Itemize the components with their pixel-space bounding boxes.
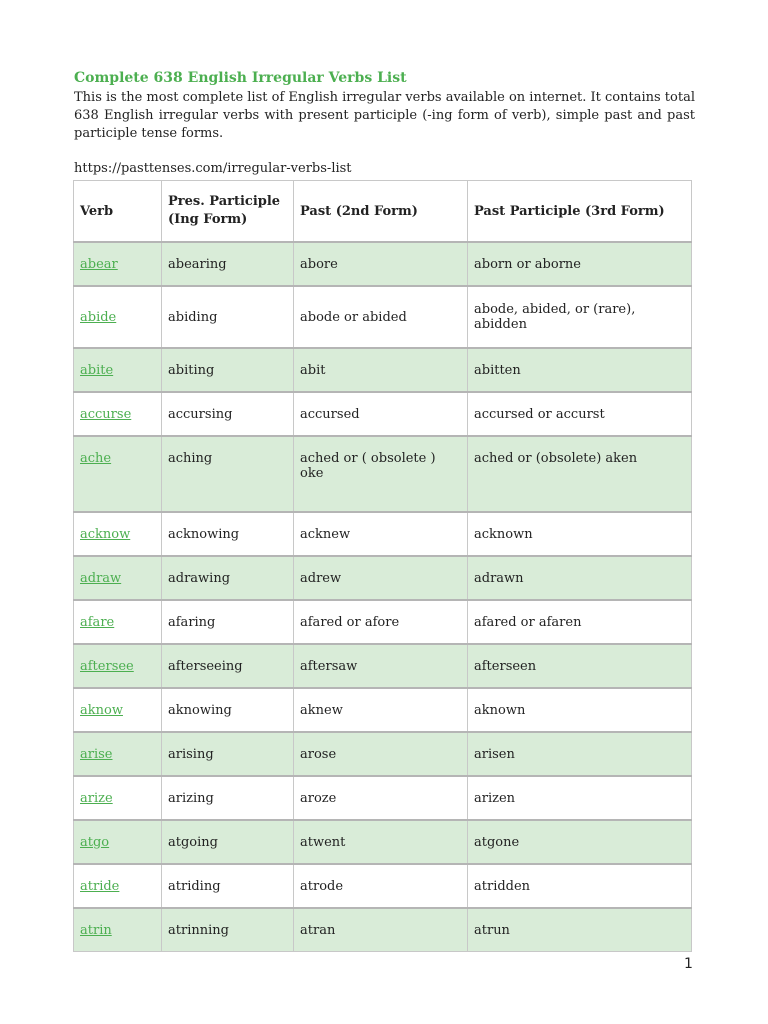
past-cell: aroze xyxy=(294,776,468,820)
verb-cell xyxy=(74,600,162,644)
verb-link[interactable]: ache xyxy=(80,451,112,466)
verb-cell xyxy=(74,644,162,688)
verb-cell xyxy=(74,348,162,392)
table-row xyxy=(74,436,692,512)
verb-link[interactable]: acknow xyxy=(80,526,131,542)
verb-cell xyxy=(74,908,162,952)
past-cell: atwent xyxy=(294,820,468,864)
verb-link[interactable]: aftersee xyxy=(80,658,134,674)
past-cell: accursed xyxy=(294,392,468,436)
verb-cell xyxy=(74,242,162,286)
verb-link[interactable]: atride xyxy=(80,878,120,894)
past-participle-cell: afared or afaren xyxy=(468,600,692,644)
pres-participle-cell: aknowing xyxy=(162,688,294,732)
verb-cell xyxy=(74,436,162,512)
pres-participle-cell: atrinning xyxy=(162,908,294,952)
verb-cell xyxy=(74,392,162,436)
verb-link[interactable]: arize xyxy=(80,790,113,806)
past-participle-cell: arisen xyxy=(468,732,692,776)
past-cell: abit xyxy=(294,348,468,392)
verb-link[interactable]: abite xyxy=(80,362,114,378)
table-row xyxy=(74,776,692,820)
header-past: Past (2nd Form) xyxy=(294,181,468,243)
verb-cell xyxy=(74,286,162,348)
table-row xyxy=(74,908,692,952)
past-participle-cell: aknown xyxy=(468,688,692,732)
table-row xyxy=(74,348,692,392)
irregular-verbs-table xyxy=(73,180,692,952)
pres-participle-cell: aching xyxy=(162,436,294,512)
pres-participle-cell: acknowing xyxy=(162,512,294,556)
table-row xyxy=(74,242,692,286)
header-pres-participle-line2: (Ing Form) xyxy=(168,212,248,227)
verb-link[interactable]: afare xyxy=(80,614,115,630)
page-number: 1 xyxy=(684,956,693,972)
intro-paragraph: This is the most complete list of English irregular verbs available on internet. It contains total 638 English irregular verbs with present participle (-ing form of verb), simple past and past participle tense forms. xyxy=(74,90,695,141)
past-participle-cell: abode, abided, or (rare), abidden xyxy=(468,286,692,348)
past-cell: abode or abided xyxy=(294,286,468,348)
past-participle-cell: accursed or accurst xyxy=(468,392,692,436)
table-row xyxy=(74,820,692,864)
verb-link[interactable]: atgo xyxy=(80,834,110,850)
table-row xyxy=(74,286,692,348)
past-participle-cell: adrawn xyxy=(468,556,692,600)
pres-participle-cell: arising xyxy=(162,732,294,776)
pres-participle-cell: atgoing xyxy=(162,820,294,864)
header-verb: Verb xyxy=(74,181,162,243)
document-title: Complete 638 English Irregular Verbs List xyxy=(74,70,407,86)
verb-cell xyxy=(74,512,162,556)
past-cell: adrew xyxy=(294,556,468,600)
past-participle-cell: aborn or aborne xyxy=(468,242,692,286)
table-header-row xyxy=(74,181,692,243)
past-cell: afared or afore xyxy=(294,600,468,644)
past-cell: abore xyxy=(294,242,468,286)
past-participle-cell: arizen xyxy=(468,776,692,820)
verb-link[interactable]: aknow xyxy=(80,702,123,718)
verb-link[interactable]: arise xyxy=(80,746,113,762)
past-cell: arose xyxy=(294,732,468,776)
pres-participle-cell: abearing xyxy=(162,242,294,286)
source-url: https://pasttenses.com/irregular-verbs-list xyxy=(74,161,352,176)
pres-participle-cell: afaring xyxy=(162,600,294,644)
verb-cell xyxy=(74,688,162,732)
pres-participle-cell: abiting xyxy=(162,348,294,392)
past-participle-cell: atridden xyxy=(468,864,692,908)
header-pres-participle xyxy=(162,181,294,243)
header-pres-participle-line1: Pres. Participle xyxy=(168,194,281,209)
past-participle-cell: atgone xyxy=(468,820,692,864)
past-participle-cell: abitten xyxy=(468,348,692,392)
table-row xyxy=(74,644,692,688)
verb-cell xyxy=(74,556,162,600)
past-cell: aftersaw xyxy=(294,644,468,688)
verb-cell xyxy=(74,864,162,908)
verb-cell xyxy=(74,820,162,864)
verb-link[interactable]: atrin xyxy=(80,922,112,938)
pres-participle-cell: accursing xyxy=(162,392,294,436)
pres-participle-cell: adrawing xyxy=(162,556,294,600)
past-cell: ached or ( obsolete ) oke xyxy=(294,436,468,512)
past-participle-cell: acknown xyxy=(468,512,692,556)
verb-link[interactable]: accurse xyxy=(80,406,132,422)
verb-cell xyxy=(74,776,162,820)
past-participle-cell: afterseen xyxy=(468,644,692,688)
header-past-participle: Past Participle (3rd Form) xyxy=(468,181,692,243)
past-participle-cell: atrun xyxy=(468,908,692,952)
verb-cell xyxy=(74,732,162,776)
table-row xyxy=(74,600,692,644)
past-cell: atrode xyxy=(294,864,468,908)
verb-link[interactable]: adraw xyxy=(80,570,122,586)
pres-participle-cell: abiding xyxy=(162,286,294,348)
pres-participle-cell: arizing xyxy=(162,776,294,820)
table-row xyxy=(74,688,692,732)
pres-participle-cell: afterseeing xyxy=(162,644,294,688)
table-row xyxy=(74,512,692,556)
table-row xyxy=(74,732,692,776)
past-cell: aknew xyxy=(294,688,468,732)
verb-link[interactable]: abide xyxy=(80,309,117,325)
table-row xyxy=(74,392,692,436)
verb-link[interactable]: abear xyxy=(80,256,118,272)
pres-participle-cell: atriding xyxy=(162,864,294,908)
table-row xyxy=(74,556,692,600)
past-cell: atran xyxy=(294,908,468,952)
past-cell: acknew xyxy=(294,512,468,556)
table-row xyxy=(74,864,692,908)
past-participle-cell: ached or (obsolete) aken xyxy=(468,436,692,512)
